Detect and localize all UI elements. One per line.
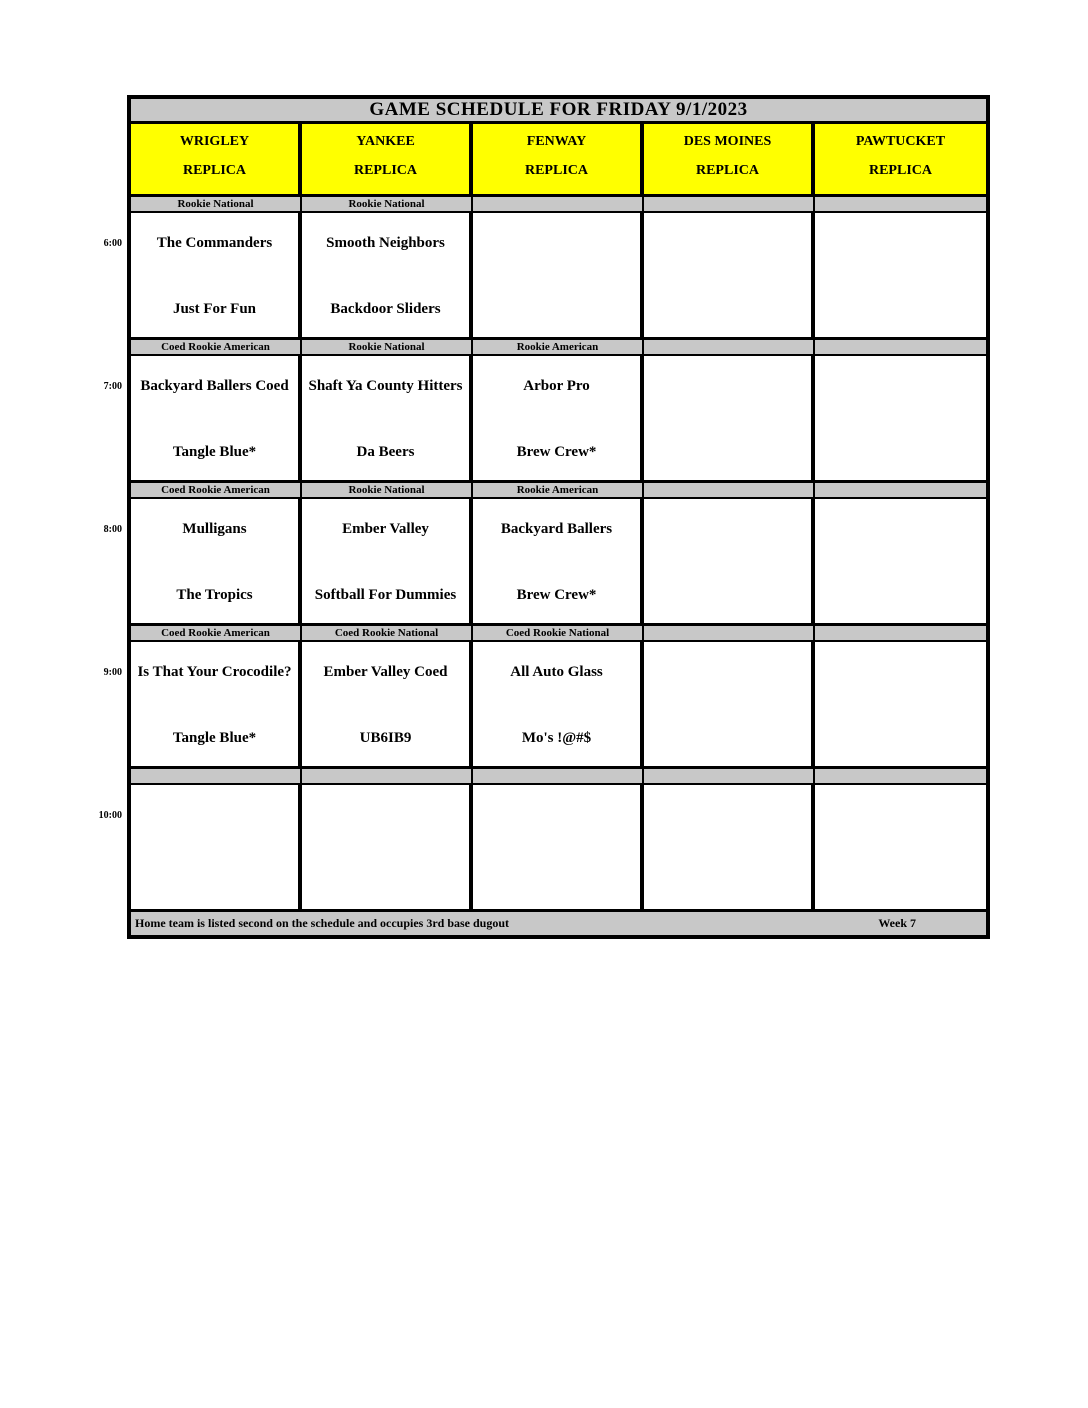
division-label xyxy=(815,483,986,497)
game-cell xyxy=(302,642,473,766)
game-row xyxy=(131,499,986,626)
home-team-note: Home team is listed second on the schedule and occupies 3rd base dugout xyxy=(135,916,510,930)
division-row xyxy=(131,769,986,785)
game-cell xyxy=(131,499,302,623)
home-team xyxy=(133,871,296,891)
division-label: Rookie National xyxy=(302,340,473,354)
game-cell xyxy=(473,642,644,766)
game-cell xyxy=(302,785,473,909)
game-cell xyxy=(131,356,302,480)
footer-bar xyxy=(131,912,986,935)
away-team xyxy=(133,805,296,825)
division-row xyxy=(131,483,986,499)
game-row xyxy=(131,356,986,483)
division-label xyxy=(644,769,815,783)
away-team xyxy=(817,805,984,825)
away-team xyxy=(646,233,809,253)
away-team: Ember Valley xyxy=(342,521,429,537)
home-team xyxy=(646,585,809,605)
game-cell xyxy=(815,785,986,909)
away-team: Shaft Ya County Hitters xyxy=(308,378,463,394)
game-cell xyxy=(644,642,815,766)
game-cell xyxy=(473,785,644,909)
time-label: 10:00 xyxy=(98,810,122,821)
game-cell xyxy=(473,356,644,480)
home-team: Brew Crew* xyxy=(516,587,597,603)
away-team xyxy=(646,519,809,539)
venue-subtitle: REPLICA xyxy=(353,163,417,178)
division-label xyxy=(815,769,986,783)
time-label: 7:00 xyxy=(103,381,122,392)
home-team: Mo's !@#$ xyxy=(521,730,592,746)
game-cell xyxy=(815,213,986,337)
venue-name: WRIGLEY xyxy=(179,134,250,149)
game-cell xyxy=(815,499,986,623)
division-row xyxy=(131,340,986,356)
venue-subtitle: REPLICA xyxy=(868,163,932,178)
home-team xyxy=(817,585,984,605)
venue-name: YANKEE xyxy=(356,134,415,149)
venue-subtitle: REPLICA xyxy=(524,163,588,178)
division-label xyxy=(815,626,986,640)
division-label: Rookie National xyxy=(302,483,473,497)
home-team: Softball For Dummies xyxy=(314,587,457,603)
game-cell xyxy=(644,499,815,623)
division-label xyxy=(473,197,644,211)
home-team: Backdoor Sliders xyxy=(330,301,441,317)
venue-cell-yankee xyxy=(302,124,473,194)
division-label xyxy=(815,197,986,211)
home-team: Tangle Blue* xyxy=(172,444,257,460)
home-team xyxy=(646,442,809,462)
away-team: Ember Valley Coed xyxy=(323,664,448,680)
away-team: Mulligans xyxy=(182,521,247,537)
home-team xyxy=(475,871,638,891)
home-team xyxy=(304,871,467,891)
time-label: 9:00 xyxy=(103,667,122,678)
venue-cell-wrigley xyxy=(131,124,302,194)
home-team xyxy=(817,728,984,748)
away-team: Is That Your Crocodile? xyxy=(137,664,292,680)
game-cell xyxy=(302,499,473,623)
division-label: Rookie National xyxy=(131,197,302,211)
home-team xyxy=(646,728,809,748)
venue-subtitle: REPLICA xyxy=(695,163,759,178)
game-cell xyxy=(131,213,302,337)
game-cell xyxy=(473,213,644,337)
venue-subtitle: REPLICA xyxy=(182,163,246,178)
schedule-table xyxy=(127,95,990,939)
away-team: Smooth Neighbors xyxy=(326,235,445,251)
away-team xyxy=(646,376,809,396)
venue-cell-des-moines xyxy=(644,124,815,194)
away-team xyxy=(817,519,984,539)
game-row xyxy=(131,213,986,340)
time-label: 8:00 xyxy=(103,524,122,535)
away-team xyxy=(304,805,467,825)
division-label: Coed Rookie National xyxy=(473,626,644,640)
game-row xyxy=(131,642,986,769)
away-team: The Commanders xyxy=(156,235,273,251)
away-team xyxy=(646,662,809,682)
week-label: Week 7 xyxy=(878,916,916,930)
division-row xyxy=(131,197,986,213)
venue-name: DES MOINES xyxy=(683,134,772,149)
away-team xyxy=(475,805,638,825)
home-team xyxy=(475,299,638,319)
home-team: Tangle Blue* xyxy=(172,730,257,746)
division-label: Rookie National xyxy=(302,197,473,211)
home-team xyxy=(646,871,809,891)
venue-cell-fenway xyxy=(473,124,644,194)
division-label xyxy=(302,769,473,783)
away-team xyxy=(817,376,984,396)
away-team: Backyard Ballers xyxy=(500,521,613,537)
game-cell xyxy=(644,356,815,480)
division-label xyxy=(644,340,815,354)
away-team: Arbor Pro xyxy=(523,378,590,394)
home-team xyxy=(817,299,984,319)
time-label: 6:00 xyxy=(103,238,122,249)
away-team xyxy=(646,805,809,825)
away-team xyxy=(475,233,638,253)
division-label: Coed Rookie American xyxy=(131,626,302,640)
game-cell xyxy=(131,642,302,766)
game-cell xyxy=(302,213,473,337)
game-cell xyxy=(131,785,302,909)
division-label: Coed Rookie National xyxy=(302,626,473,640)
game-cell xyxy=(815,642,986,766)
division-label: Rookie American xyxy=(473,483,644,497)
away-team xyxy=(817,662,984,682)
home-team: Da Beers xyxy=(356,444,415,460)
division-label: Coed Rookie American xyxy=(131,340,302,354)
division-label: Rookie American xyxy=(473,340,644,354)
home-team: Just For Fun xyxy=(172,301,257,317)
home-team xyxy=(646,299,809,319)
game-cell xyxy=(473,499,644,623)
division-label xyxy=(644,626,815,640)
game-cell xyxy=(302,356,473,480)
division-label xyxy=(131,769,302,783)
game-row xyxy=(131,785,986,912)
home-team xyxy=(817,871,984,891)
division-row xyxy=(131,626,986,642)
home-team xyxy=(817,442,984,462)
venue-name: FENWAY xyxy=(526,134,587,149)
page-title: GAME SCHEDULE FOR FRIDAY 9/1/2023 xyxy=(131,99,986,124)
division-label xyxy=(644,483,815,497)
venue-header-row xyxy=(131,124,986,197)
game-cell xyxy=(644,785,815,909)
away-team: Backyard Ballers Coed xyxy=(140,378,289,394)
home-team: The Tropics xyxy=(176,587,253,603)
away-team: All Auto Glass xyxy=(510,664,603,680)
division-label xyxy=(473,769,644,783)
division-label xyxy=(644,197,815,211)
venue-cell-pawtucket xyxy=(815,124,986,194)
division-label: Coed Rookie American xyxy=(131,483,302,497)
home-team: Brew Crew* xyxy=(516,444,597,460)
division-label xyxy=(815,340,986,354)
home-team: UB6IB9 xyxy=(359,730,412,746)
game-cell xyxy=(815,356,986,480)
away-team xyxy=(817,233,984,253)
game-cell xyxy=(644,213,815,337)
venue-name: PAWTUCKET xyxy=(855,134,946,149)
